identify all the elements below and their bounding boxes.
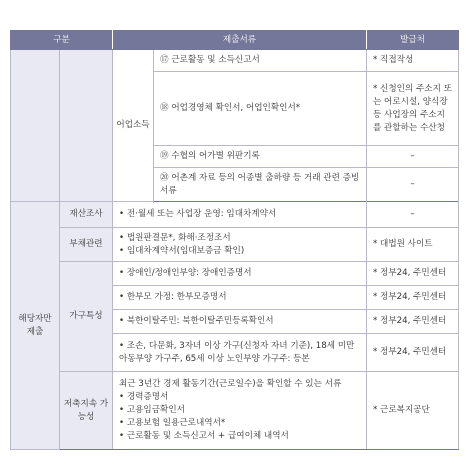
issuer-cell: * 근로복지공단	[367, 372, 459, 450]
issuer-cell: –	[367, 168, 459, 202]
doc-cell	[113, 372, 367, 450]
doc-cell: ⑱ 어업경영체 확인서, 어업인확인서*	[154, 72, 367, 146]
table-row	[11, 262, 459, 286]
issuer-cell: * 정부24, 주민센터	[367, 334, 459, 372]
doc-cell: ⑳ 어촌계 자료 등의 어종별 출하량 등 거래 관련 증빙서류	[154, 168, 367, 202]
issuer-cell: * 정부24, 주민센터	[367, 310, 459, 334]
table-row	[11, 50, 459, 72]
table-row	[11, 202, 459, 228]
table-row	[11, 228, 459, 262]
header-issuer: 발급처	[367, 31, 459, 50]
issuer-cell: –	[367, 202, 459, 228]
issuer-cell: * 정부24, 주민센터	[367, 262, 459, 286]
doc-cell: • 북한이탈주민: 북한이탈주민등록확인서	[113, 310, 367, 334]
doc-cell: • 한부모 가정: 한부모증명서	[113, 286, 367, 310]
issuer-cell: * 대법원 사이트	[367, 228, 459, 262]
doc-line: • 임대차계약서(임대보증금 확인)	[119, 245, 245, 256]
header-documents: 제출서류	[113, 31, 367, 50]
doc-line: • 법원판결문*, 화해·조정조서	[119, 232, 231, 243]
doc-cell	[113, 228, 367, 262]
table-row	[11, 372, 459, 450]
blank-subcategory-cell	[60, 50, 113, 202]
income-label: 어업소득	[113, 50, 154, 202]
household-label: 가구특성	[60, 262, 113, 372]
debt-label: 부채관련	[60, 228, 113, 262]
doc-cell: • 조손, 다문화, 3자녀 이상 가구(신청자 자녀 기준), 18세 미만 아동부양 가구주, 65세 이상 노인부양 가구주: 등본	[113, 334, 367, 372]
doc-line: • 경력증명서	[119, 392, 169, 402]
doc-line: • 고용임금확인서	[119, 405, 185, 415]
doc-cell: • 전·월세 또는 사업장 운영: 임대차계약서	[113, 202, 367, 228]
blank-category-cell	[11, 50, 60, 202]
submission-documents-table	[10, 30, 459, 450]
issuer-cell: –	[367, 146, 459, 168]
doc-cell: ⑰ 근로활동 및 소득신고서	[154, 50, 367, 72]
issuer-cell: * 직접작성	[367, 50, 459, 72]
sustain-label: 저축지속 가능성	[60, 372, 113, 450]
doc-cell: ⑲ 수협의 어가별 위판기록	[154, 146, 367, 168]
section-label: 해당자만 제출	[11, 202, 60, 450]
doc-intro: 최근 3년간 경제 활동기간(근로일수)을 확인할 수 있는 서류	[119, 379, 342, 389]
table-header-row	[11, 31, 459, 50]
asset-label: 재산조사	[60, 202, 113, 228]
doc-cell: • 장애인/정애인부양: 장애인증명서	[113, 262, 367, 286]
doc-line: • 고용보험 일용근로내역서*	[119, 418, 226, 428]
issuer-cell: * 신청인의 주소지 또는 어로시설, 양식장 등 사업장의 주소지를 관할하는 수산청	[367, 72, 459, 146]
issuer-cell: * 정부24, 주민센터	[367, 286, 459, 310]
header-category: 구분	[11, 31, 113, 50]
doc-line: • 근로활동 및 소득신고서 + 급여이체 내역서	[119, 431, 289, 441]
